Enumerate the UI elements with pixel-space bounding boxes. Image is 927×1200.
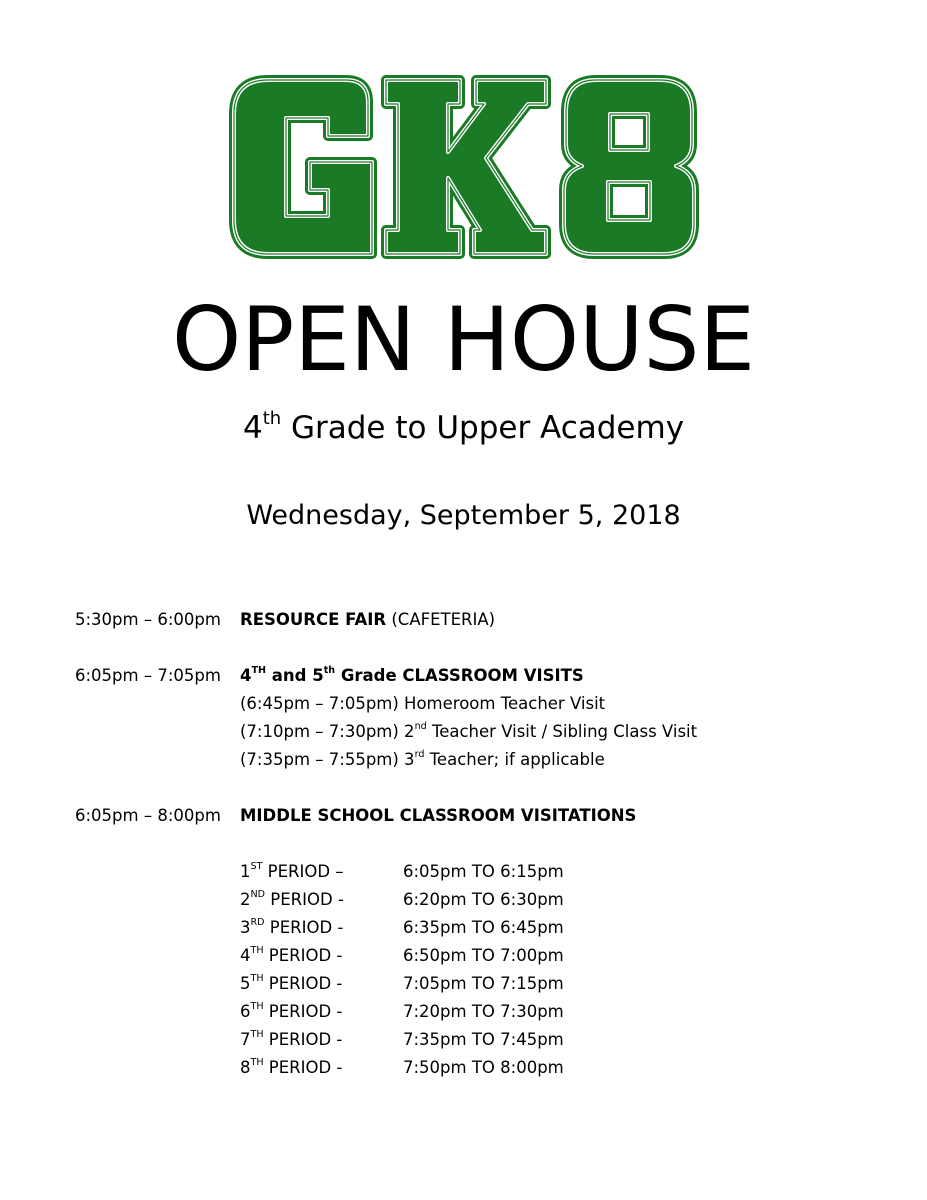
gk8-logo (228, 74, 700, 260)
period-label: 7TH PERIOD - (240, 1029, 343, 1049)
period-time: 7:50pm TO 8:00pm (403, 1058, 564, 1077)
elem-visit-line-1: (6:45pm – 7:05pm) Homeroom Teacher Visit (240, 694, 606, 713)
middle-school-time: 6:05pm – 8:00pm (75, 806, 221, 825)
period-time: 7:35pm TO 7:45pm (403, 1030, 564, 1049)
elem-visits-time: 6:05pm – 7:05pm (75, 666, 221, 685)
page-title: OPEN HOUSE (171, 288, 756, 391)
period-time: 6:05pm TO 6:15pm (403, 862, 564, 881)
page-subtitle: 4th Grade to Upper Academy (242, 407, 685, 446)
period-label: 5TH PERIOD - (240, 973, 343, 993)
event-date: Wednesday, September 5, 2018 (246, 500, 681, 531)
gk8-logo-graphic (228, 74, 700, 260)
period-time: 7:05pm TO 7:15pm (403, 974, 564, 993)
period-time: 6:35pm TO 6:45pm (403, 918, 564, 937)
period-label: 8TH PERIOD - (240, 1057, 343, 1077)
elem-visits-heading: 4TH and 5th Grade CLASSROOM VISITS (240, 665, 584, 685)
middle-school-label: MIDDLE SCHOOL CLASSROOM VISITATIONS (240, 806, 637, 825)
period-time: 6:50pm TO 7:00pm (403, 946, 564, 965)
resource-fair-label: RESOURCE FAIR (CAFETERIA) (240, 610, 496, 629)
period-label: 6TH PERIOD - (240, 1001, 343, 1021)
elem-visit-line-3: (7:35pm – 7:55pm) 3rd Teacher; if applicable (240, 749, 605, 769)
period-label: 3RD PERIOD - (240, 917, 344, 937)
resource-fair-time: 5:30pm – 6:00pm (75, 610, 221, 629)
period-time: 7:20pm TO 7:30pm (403, 1002, 564, 1021)
elem-visit-line-2: (7:10pm – 7:30pm) 2nd Teacher Visit / Sibling Class Visit (240, 721, 698, 741)
period-label: 2ND PERIOD - (240, 889, 344, 909)
period-label: 4TH PERIOD - (240, 945, 343, 965)
period-time: 6:20pm TO 6:30pm (403, 890, 564, 909)
period-label: 1ST PERIOD – (240, 861, 344, 881)
